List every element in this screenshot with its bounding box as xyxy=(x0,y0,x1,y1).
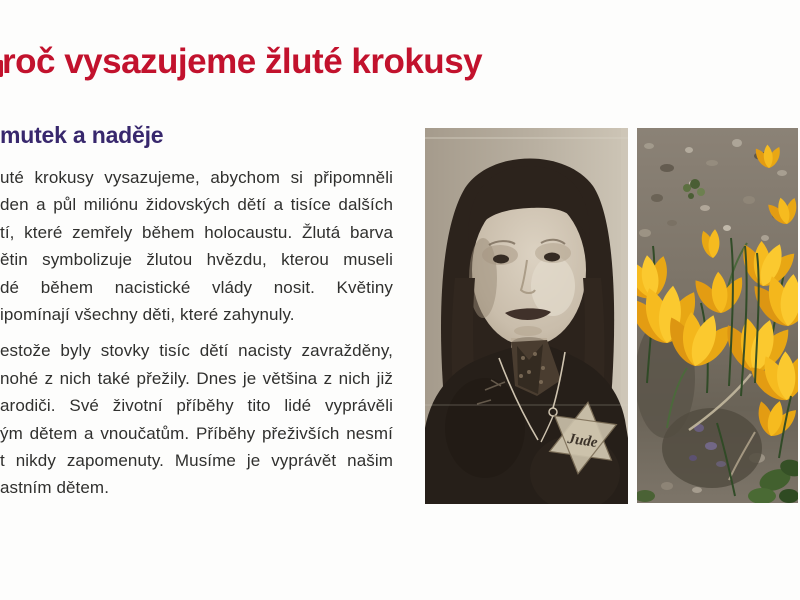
text-line: uté krokusy vysazujeme, abychom si připomněli xyxy=(0,168,393,187)
text-line: estože byly stovky tisíc dětí nacisty zavražděny, xyxy=(0,341,393,361)
paragraph-1 xyxy=(0,164,393,328)
girl-photo xyxy=(425,128,628,504)
section-heading: mutek a naděje xyxy=(0,122,164,148)
text-line: arodiči. Své životní příběhy tito lidé vyprávěli xyxy=(0,396,393,416)
text-line: den a půl miliónu židovských dětí a tisíce dalších xyxy=(0,195,393,215)
text-line: tí, které zemřely během holocaustu. Žlutá barva xyxy=(0,222,393,242)
page-title: roč vysazujeme žluté krokusy xyxy=(2,42,483,81)
crocus-photo-illustration xyxy=(637,128,798,503)
text-line: ětin symbolizuje žlutou hvězdu, kterou museli xyxy=(0,250,393,270)
text-line: t nikdy zapomenuty. Musíme je vyprávět našim xyxy=(0,450,393,470)
girl-photo-illustration xyxy=(425,128,628,504)
text-line: ým dětem a vnoučatům. Příběhy přeživších nesmí xyxy=(0,423,393,443)
text-line: nohé z nich také přežily. Dnes je většina z nich již xyxy=(0,368,393,388)
text-line: dé během nacistické vlády nosit. Květiny xyxy=(0,277,393,297)
crocus-photo xyxy=(637,128,798,503)
jude-star-label: Jude xyxy=(566,430,599,451)
text-line: ipomínají všechny děti, které zahynuly. xyxy=(0,304,295,324)
text-line: astním dětem. xyxy=(0,478,110,498)
article-text xyxy=(0,164,393,502)
paragraph-2 xyxy=(0,337,393,501)
